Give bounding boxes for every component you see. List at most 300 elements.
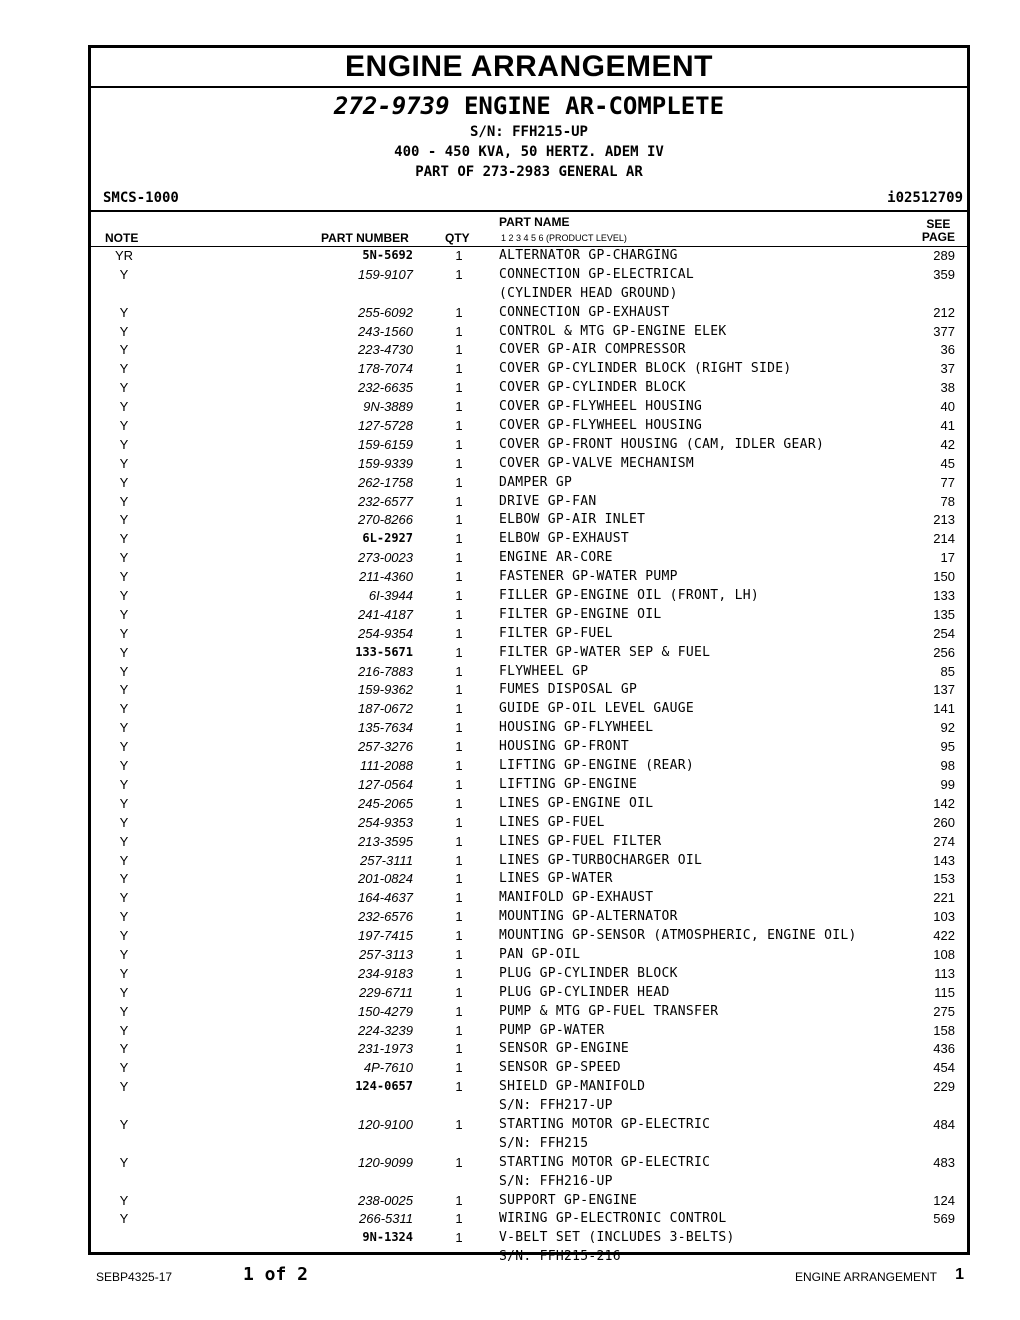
row-see-page: 92 <box>940 720 955 736</box>
table-row <box>91 852 967 871</box>
row-note: Y <box>119 1192 129 1208</box>
row-part-number: 257-3111 <box>359 852 413 868</box>
table-row <box>91 908 967 927</box>
row-note: Y <box>119 550 129 566</box>
row-part-number: 124-0657 <box>355 1079 413 1094</box>
row-note: Y <box>119 682 129 698</box>
row-part-number: 257-3276 <box>358 739 413 755</box>
row-qty: 1 <box>455 399 463 415</box>
row-part-name: PLUG GP-CYLINDER BLOCK <box>499 965 678 981</box>
row-see-page: 483 <box>933 1154 955 1170</box>
row-note: Y <box>119 814 129 830</box>
row-part-name: ELBOW GP-AIR INLET <box>499 512 646 528</box>
column-header-part-number: PART NUMBER <box>321 231 409 245</box>
row-note: Y <box>119 380 129 396</box>
row-note: Y <box>119 776 129 792</box>
row-part-name: DAMPER GP <box>499 474 573 490</box>
row-part-name: LIFTING GP-ENGINE (REAR) <box>499 758 695 774</box>
row-part-name: FUMES DISPOSAL GP <box>499 682 638 698</box>
row-note: Y <box>119 1022 129 1038</box>
row-see-page: 153 <box>933 871 955 887</box>
row-part-number: 159-9107 <box>358 266 413 282</box>
row-see-page: 36 <box>940 342 955 358</box>
table-row <box>91 285 967 304</box>
row-see-page: 45 <box>940 455 955 471</box>
table-row <box>91 776 967 795</box>
row-part-number: 120-9099 <box>358 1154 413 1170</box>
row-qty: 1 <box>455 361 463 377</box>
row-qty: 1 <box>455 418 463 434</box>
row-note: Y <box>119 909 129 925</box>
row-qty: 1 <box>455 1060 463 1076</box>
row-qty: 1 <box>455 550 463 566</box>
row-see-page: 141 <box>933 701 955 717</box>
row-qty: 1 <box>455 455 463 471</box>
row-qty: 1 <box>455 852 463 868</box>
row-part-name: MOUNTING GP-SENSOR (ATMOSPHERIC, ENGINE OIL) <box>499 928 857 944</box>
row-note: Y <box>119 266 129 282</box>
row-part-number: 213-3595 <box>358 833 413 849</box>
row-part-name: COVER GP-FLYWHEEL HOUSING <box>499 418 703 434</box>
illustration-reference: i02512709 <box>887 190 963 206</box>
row-see-page: 274 <box>933 833 955 849</box>
row-part-name: COVER GP-FLYWHEEL HOUSING <box>499 399 703 415</box>
row-note: Y <box>119 531 129 547</box>
table-row <box>91 247 967 266</box>
row-qty: 1 <box>455 1079 463 1095</box>
row-note: Y <box>119 739 129 755</box>
row-part-name: PLUG GP-CYLINDER HEAD <box>499 984 670 1000</box>
table-row <box>91 511 967 530</box>
table-row <box>91 833 967 852</box>
row-part-name: ENGINE AR-CORE <box>499 550 613 566</box>
row-part-name: FILTER GP-WATER SEP & FUEL <box>499 644 711 660</box>
row-see-page: 115 <box>934 984 955 1000</box>
table-row <box>91 606 967 625</box>
row-see-page: 41 <box>940 418 955 434</box>
row-see-page: 85 <box>940 663 955 679</box>
row-note: Y <box>119 493 129 509</box>
row-part-number: 133-5671 <box>355 644 413 659</box>
row-qty: 1 <box>455 984 463 1000</box>
row-qty: 1 <box>455 625 463 641</box>
row-part-number: 238-0025 <box>358 1192 413 1208</box>
table-row <box>91 379 967 398</box>
table-row <box>91 341 967 360</box>
row-qty: 1 <box>455 266 463 282</box>
row-part-name: STARTING MOTOR GP-ELECTRIC <box>499 1154 711 1170</box>
table-row <box>91 1097 967 1116</box>
row-part-name: PUMP & MTG GP-FUEL TRANSFER <box>499 1003 719 1019</box>
table-row <box>91 1229 967 1248</box>
row-note: Y <box>119 569 129 585</box>
row-see-page: 95 <box>940 739 955 755</box>
part-header <box>91 92 967 120</box>
table-row <box>91 1116 967 1135</box>
row-note: Y <box>119 795 129 811</box>
header-part-title: ENGINE AR-COMPLETE <box>463 92 725 120</box>
part-of-line: PART OF 273-2983 GENERAL AR <box>415 164 643 180</box>
row-see-page: 137 <box>933 682 955 698</box>
row-qty: 1 <box>455 531 463 547</box>
row-part-name: FILTER GP-ENGINE OIL <box>499 606 662 622</box>
row-part-number: 150-4279 <box>358 1003 413 1019</box>
table-row <box>91 568 967 587</box>
table-row <box>91 398 967 417</box>
row-part-number: 254-9354 <box>358 625 413 641</box>
row-note: Y <box>119 644 129 660</box>
row-see-page: 212 <box>933 304 955 320</box>
row-qty: 1 <box>455 1154 463 1170</box>
row-part-number: 6L-2927 <box>362 531 413 546</box>
row-see-page: 260 <box>933 814 955 830</box>
table-row <box>91 455 967 474</box>
table-row <box>91 1135 967 1154</box>
table-row <box>91 719 967 738</box>
row-part-name: SENSOR GP-SPEED <box>499 1060 621 1076</box>
row-note: Y <box>119 946 129 962</box>
row-note: YR <box>114 248 134 263</box>
row-part-number: 6I-3944 <box>368 588 413 604</box>
row-see-page: 229 <box>933 1079 955 1095</box>
row-part-name: LINES GP-WATER <box>499 871 613 887</box>
row-part-name: (CYLINDER HEAD GROUND) <box>499 285 678 301</box>
row-part-name: STARTING MOTOR GP-ELECTRIC <box>499 1116 711 1132</box>
row-part-number: 4P-7610 <box>363 1060 413 1076</box>
row-part-name: S/N: FFH215-216 <box>499 1249 621 1265</box>
page-title: ENGINE ARRANGEMENT <box>345 50 713 83</box>
row-qty: 1 <box>455 342 463 358</box>
row-see-page: 214 <box>933 531 955 547</box>
row-qty: 1 <box>455 682 463 698</box>
row-see-page: 422 <box>933 928 955 944</box>
row-part-number: 254-9353 <box>358 814 413 830</box>
table-row <box>91 795 967 814</box>
table-row <box>91 530 967 549</box>
row-qty: 1 <box>455 380 463 396</box>
row-note: Y <box>119 1079 129 1095</box>
row-part-number: 127-0564 <box>358 776 413 792</box>
table-row <box>91 927 967 946</box>
row-note: Y <box>119 1154 129 1170</box>
row-note: Y <box>119 852 129 868</box>
row-part-number: 262-1758 <box>358 474 413 490</box>
row-note: Y <box>119 304 129 320</box>
row-see-page: 436 <box>933 1041 955 1057</box>
row-part-name: S/N: FFH216-UP <box>499 1173 613 1189</box>
row-qty: 1 <box>455 588 463 604</box>
row-note: Y <box>119 606 129 622</box>
row-part-number: 159-9362 <box>358 682 413 698</box>
row-part-number: 9N-3889 <box>363 399 413 415</box>
row-qty: 1 <box>455 814 463 830</box>
row-see-page: 221 <box>933 890 955 906</box>
table-row <box>91 965 967 984</box>
table-row <box>91 889 967 908</box>
row-qty: 1 <box>455 569 463 585</box>
row-part-number: 223-4730 <box>358 342 413 358</box>
row-part-number: 159-9339 <box>358 455 413 471</box>
row-see-page: 289 <box>933 248 955 263</box>
row-part-name: GUIDE GP-OIL LEVEL GAUGE <box>499 701 695 717</box>
table-row <box>91 304 967 323</box>
row-qty: 1 <box>455 644 463 660</box>
row-part-name: CONTROL & MTG GP-ENGINE ELEK <box>499 323 727 339</box>
table-row <box>91 870 967 889</box>
header-part-number: 272-9739 <box>333 92 450 120</box>
row-part-name: MOUNTING GP-ALTERNATOR <box>499 909 678 925</box>
row-part-number: 234-9183 <box>358 965 413 981</box>
row-part-number: 187-0672 <box>358 701 413 717</box>
row-note: Y <box>119 625 129 641</box>
row-part-name: LINES GP-TURBOCHARGER OIL <box>499 852 703 868</box>
row-see-page: 484 <box>933 1116 955 1132</box>
row-part-name: SENSOR GP-ENGINE <box>499 1041 630 1057</box>
row-see-page: 377 <box>933 323 955 339</box>
row-see-page: 37 <box>940 361 955 377</box>
row-part-number: 224-3239 <box>358 1022 413 1038</box>
row-part-number: 245-2065 <box>358 795 413 811</box>
table-row <box>91 266 967 285</box>
table-row <box>91 1022 967 1041</box>
row-qty: 1 <box>455 323 463 339</box>
column-header-see: SEE <box>926 217 951 231</box>
row-note: Y <box>119 1003 129 1019</box>
row-see-page: 135 <box>933 606 955 622</box>
table-row <box>91 946 967 965</box>
row-part-name: FLYWHEEL GP <box>499 663 589 679</box>
row-note: Y <box>119 399 129 415</box>
row-see-page: 275 <box>933 1003 955 1019</box>
table-row <box>91 549 967 568</box>
row-note: Y <box>119 455 129 471</box>
row-part-number: 135-7634 <box>358 720 413 736</box>
row-part-number: 197-7415 <box>358 928 413 944</box>
footer-section: ENGINE ARRANGEMENT <box>794 1270 937 1284</box>
row-part-name: MANIFOLD GP-EXHAUST <box>499 890 654 906</box>
row-see-page: 40 <box>940 399 955 415</box>
row-see-page: 142 <box>933 795 955 811</box>
row-qty: 1 <box>455 720 463 736</box>
row-part-number: 232-6635 <box>358 380 413 396</box>
row-part-name: S/N: FFH217-UP <box>499 1098 613 1114</box>
row-part-number: 216-7883 <box>358 663 413 679</box>
row-qty: 1 <box>455 474 463 490</box>
table-row <box>91 1210 967 1229</box>
table-row <box>91 757 967 776</box>
row-part-name: LINES GP-ENGINE OIL <box>499 795 654 811</box>
row-qty: 1 <box>455 512 463 528</box>
row-note: Y <box>119 720 129 736</box>
row-note: Y <box>119 512 129 528</box>
table-row <box>91 644 967 663</box>
row-see-page: 77 <box>940 474 955 490</box>
row-note: Y <box>119 436 129 452</box>
row-part-name: CONNECTION GP-EXHAUST <box>499 304 670 320</box>
row-see-page: 213 <box>933 512 955 528</box>
row-qty: 1 <box>455 739 463 755</box>
row-qty: 1 <box>455 663 463 679</box>
serial-range: S/N: FFH215-UP <box>469 124 588 140</box>
table-row <box>91 814 967 833</box>
table-row <box>91 1059 967 1078</box>
row-part-name: FILTER GP-FUEL <box>499 625 613 641</box>
column-header-page: PAGE <box>921 230 955 244</box>
parts-list-frame <box>88 45 970 1265</box>
table-row <box>91 1040 967 1059</box>
column-header-product-levels: 1 2 3 4 5 6 (PRODUCT LEVEL) <box>501 233 627 243</box>
column-header-see-page <box>922 218 955 244</box>
table-row <box>91 1192 967 1211</box>
row-part-number: 127-5728 <box>358 418 413 434</box>
row-part-name: DRIVE GP-FAN <box>499 493 597 509</box>
row-see-page: 158 <box>933 1022 955 1038</box>
row-note: Y <box>119 1060 129 1076</box>
row-qty: 1 <box>455 606 463 622</box>
row-part-name: ELBOW GP-EXHAUST <box>499 531 630 547</box>
row-part-number: 229-6711 <box>359 984 413 1000</box>
row-note: Y <box>119 928 129 944</box>
row-note: Y <box>119 1211 129 1227</box>
row-part-number: 266-5311 <box>359 1211 413 1227</box>
header-divider <box>91 210 967 212</box>
row-see-page: 256 <box>933 644 955 660</box>
row-part-number: 270-8266 <box>358 512 413 528</box>
row-part-name: COVER GP-VALVE MECHANISM <box>499 455 695 471</box>
row-part-name: COVER GP-CYLINDER BLOCK <box>499 380 686 396</box>
rating-line: 400 - 450 KVA, 50 HERTZ. ADEM IV <box>394 144 664 160</box>
row-note: Y <box>119 474 129 490</box>
row-part-name: PUMP GP-WATER <box>499 1022 605 1038</box>
row-note: Y <box>119 890 129 906</box>
row-qty: 1 <box>455 1230 463 1246</box>
footer-page-number: 1 <box>955 1266 964 1283</box>
table-row <box>91 738 967 757</box>
table-row <box>91 436 967 455</box>
row-note: Y <box>119 701 129 717</box>
row-see-page: 359 <box>933 266 955 282</box>
row-see-page: 38 <box>940 380 955 396</box>
row-note: Y <box>119 833 129 849</box>
row-qty: 1 <box>455 946 463 962</box>
row-part-number: 243-1560 <box>358 323 413 339</box>
row-part-name: COVER GP-FRONT HOUSING (CAM, IDLER GEAR) <box>499 436 825 452</box>
row-qty: 1 <box>455 833 463 849</box>
table-row <box>91 474 967 493</box>
table-row <box>91 1154 967 1173</box>
row-part-name: FILLER GP-ENGINE OIL (FRONT, LH) <box>499 588 760 604</box>
row-note: Y <box>119 1041 129 1057</box>
table-row <box>91 493 967 512</box>
row-part-number: 164-4637 <box>358 890 413 906</box>
row-qty: 1 <box>455 1116 463 1132</box>
row-part-number: 241-4187 <box>358 606 413 622</box>
row-see-page: 78 <box>940 493 955 509</box>
row-part-name: ALTERNATOR GP-CHARGING <box>499 248 678 263</box>
row-part-number: 257-3113 <box>359 946 413 962</box>
table-row <box>91 417 967 436</box>
row-part-number: 159-6159 <box>358 436 413 452</box>
row-note: Y <box>119 1116 129 1132</box>
footer-document-number: SEBP4325-17 <box>96 1270 173 1284</box>
table-row <box>91 1003 967 1022</box>
table-row <box>91 663 967 682</box>
row-see-page: 150 <box>933 569 955 585</box>
row-part-name: FASTENER GP-WATER PUMP <box>499 569 678 585</box>
table-row <box>91 625 967 644</box>
row-qty: 1 <box>455 1003 463 1019</box>
row-part-name: HOUSING GP-FRONT <box>499 739 630 755</box>
row-part-number: 231-1973 <box>358 1041 413 1057</box>
title-divider <box>91 86 967 88</box>
parts-table <box>91 247 967 1267</box>
row-see-page: 108 <box>933 946 955 962</box>
row-part-name: V-BELT SET (INCLUDES 3-BELTS) <box>499 1230 735 1246</box>
footer-page-of: 1 of 2 <box>243 1264 309 1285</box>
row-qty: 1 <box>455 304 463 320</box>
row-part-name: LINES GP-FUEL <box>499 814 605 830</box>
row-note: Y <box>119 323 129 339</box>
row-qty: 1 <box>455 909 463 925</box>
row-part-number: 178-7074 <box>358 361 413 377</box>
row-part-name: LIFTING GP-ENGINE <box>499 776 638 792</box>
column-header-note: NOTE <box>105 231 139 245</box>
row-see-page: 143 <box>933 852 955 868</box>
smcs-code: SMCS-1000 <box>103 190 179 206</box>
row-part-name: SUPPORT GP-ENGINE <box>499 1192 638 1208</box>
row-qty: 1 <box>455 776 463 792</box>
row-qty: 1 <box>455 795 463 811</box>
row-part-name: HOUSING GP-FLYWHEEL <box>499 720 654 736</box>
row-qty: 1 <box>455 436 463 452</box>
row-qty: 1 <box>455 1041 463 1057</box>
row-part-number: 9N-1324 <box>362 1230 413 1245</box>
table-row <box>91 984 967 1003</box>
table-row <box>91 1248 967 1267</box>
row-see-page: 113 <box>934 965 955 981</box>
row-part-number: 120-9100 <box>358 1116 413 1132</box>
table-row <box>91 1173 967 1192</box>
row-see-page: 42 <box>940 436 955 452</box>
row-part-number: 5N-5692 <box>362 248 413 262</box>
row-note: Y <box>119 361 129 377</box>
row-note: Y <box>119 758 129 774</box>
row-see-page: 254 <box>933 625 955 641</box>
row-part-name: LINES GP-FUEL FILTER <box>499 833 662 849</box>
row-see-page: 569 <box>933 1211 955 1227</box>
row-qty: 1 <box>455 928 463 944</box>
table-row <box>91 587 967 606</box>
row-qty: 1 <box>455 890 463 906</box>
row-part-name: WIRING GP-ELECTRONIC CONTROL <box>499 1211 727 1227</box>
row-see-page: 99 <box>940 776 955 792</box>
row-qty: 1 <box>455 965 463 981</box>
row-see-page: 17 <box>940 550 955 566</box>
row-note: Y <box>119 965 129 981</box>
row-part-number: 232-6577 <box>358 493 413 509</box>
row-see-page: 98 <box>940 758 955 774</box>
row-note: Y <box>119 342 129 358</box>
table-row <box>91 360 967 379</box>
row-qty: 1 <box>455 1192 463 1208</box>
row-see-page: 103 <box>933 909 955 925</box>
row-see-page: 454 <box>933 1060 955 1076</box>
row-note: Y <box>119 588 129 604</box>
table-row <box>91 700 967 719</box>
row-see-page: 133 <box>933 588 955 604</box>
row-part-number: 211-4360 <box>359 569 413 585</box>
column-header-part-name: PART NAME <box>499 215 570 229</box>
